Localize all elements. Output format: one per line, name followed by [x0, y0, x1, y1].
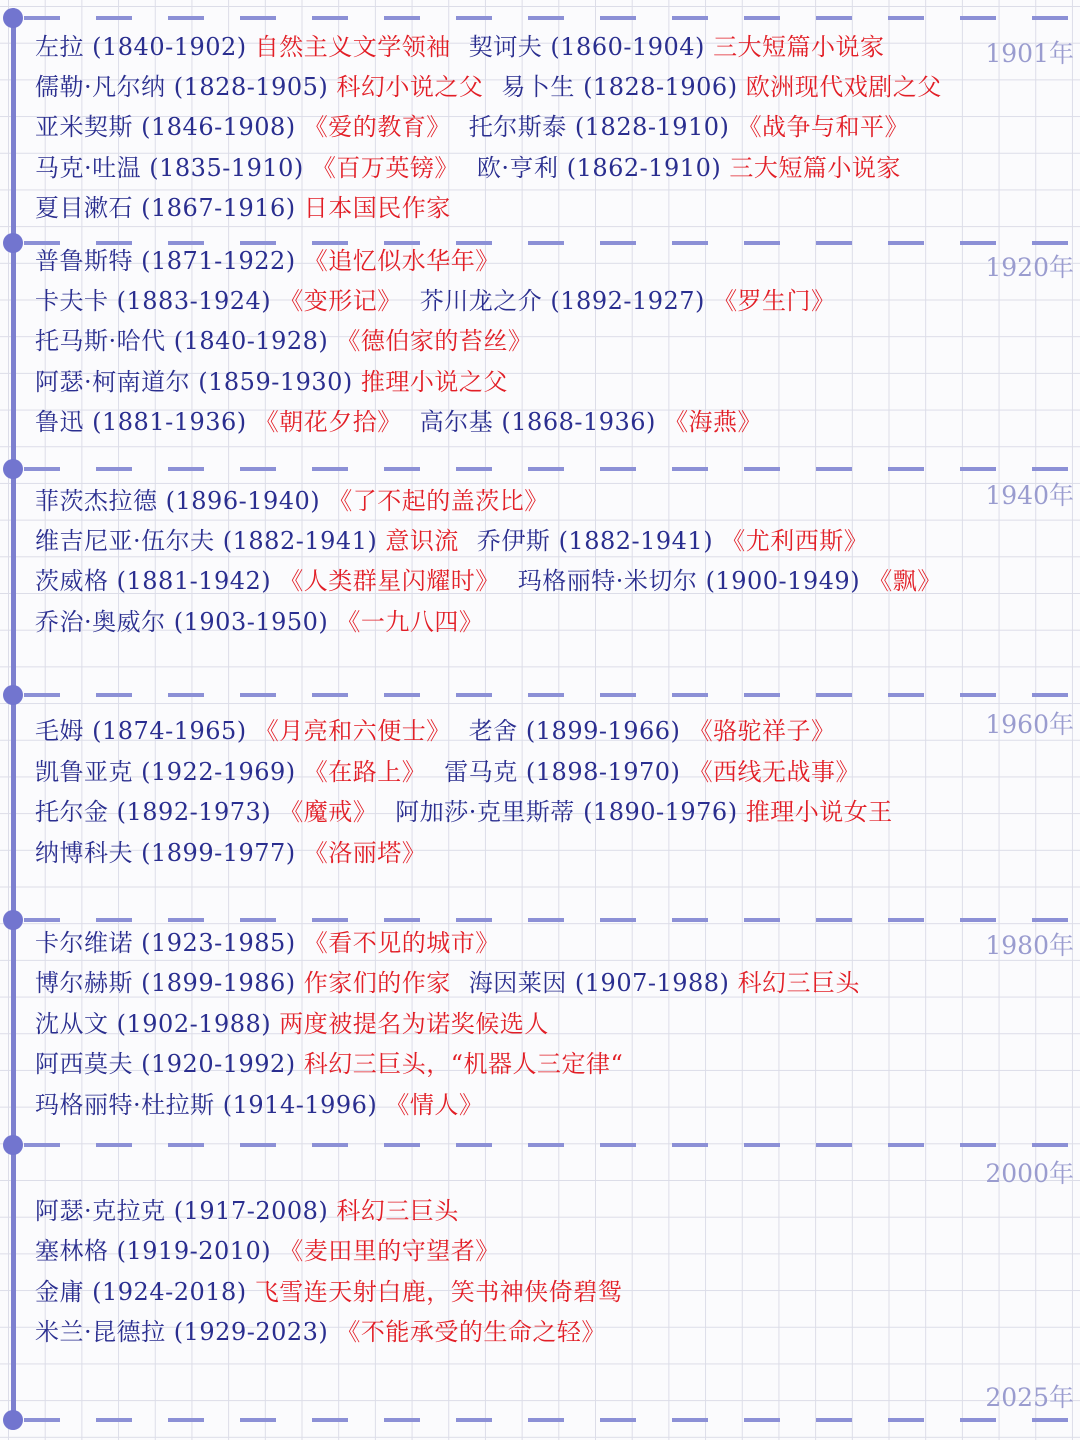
author-work: 《月亮和六便士》 — [254, 717, 451, 745]
year-label: 1920年 — [985, 253, 1074, 282]
author-work: 自然主义文学领袖 — [254, 33, 451, 61]
author-row — [35, 755, 860, 789]
author-work: 欧洲现代戏剧之父 — [745, 73, 942, 101]
author-work: 推理小说女王 — [745, 798, 893, 826]
author-work: 《朝花夕拾》 — [254, 408, 402, 436]
author-lifespan: (1882-1941) — [222, 527, 378, 555]
author-name: 凯鲁亚克 — [35, 758, 133, 786]
author-work: 《变形记》 — [279, 287, 402, 315]
timeline-divider — [24, 918, 1080, 922]
author-lifespan: (1862-1910) — [566, 154, 722, 182]
year-label: 1980年 — [985, 931, 1074, 960]
author-row — [35, 151, 901, 185]
author-lifespan: (1929-2023) — [173, 1318, 329, 1346]
author-row — [35, 110, 909, 144]
author-name: 亚米契斯 — [35, 113, 133, 141]
author-work: 《百万英镑》 — [311, 154, 459, 182]
author-work: 科幻三巨头，“机器人三定律“ — [303, 1050, 624, 1078]
author-lifespan: (1883-1924) — [116, 287, 272, 315]
author-work: 《一九八四》 — [336, 608, 484, 636]
timeline-node — [3, 910, 23, 930]
author-work: 意识流 — [385, 527, 459, 555]
author-work: 日本国民作家 — [303, 194, 451, 222]
author-row — [35, 1088, 483, 1122]
author-work: 《战争与和平》 — [737, 113, 910, 141]
author-row — [35, 191, 451, 225]
author-lifespan: (1899-1966) — [525, 717, 681, 745]
author-work: 《海燕》 — [664, 408, 763, 436]
author-lifespan: (1919-2010) — [116, 1237, 272, 1265]
author-lifespan: (1900-1949) — [705, 567, 861, 595]
timeline-node — [3, 685, 23, 705]
author-name: 普鲁斯特 — [35, 247, 133, 275]
author-work: 飞雪连天射白鹿，笑书神侠倚碧鸳 — [254, 1278, 623, 1306]
author-work: 《西线无战事》 — [688, 758, 861, 786]
author-lifespan: (1871-1922) — [141, 247, 296, 275]
author-name: 乔治·奥威尔 — [35, 608, 166, 636]
author-work: 《麦田里的守望者》 — [279, 1237, 500, 1265]
author-lifespan: (1899-1986) — [141, 969, 296, 997]
author-row — [35, 484, 549, 518]
author-name: 芥川龙之介 — [419, 287, 543, 315]
author-work: 《骆驼祥子》 — [688, 717, 836, 745]
author-work: 《看不见的城市》 — [303, 929, 500, 957]
author-name: 契诃夫 — [468, 33, 543, 61]
timeline-divider — [24, 1143, 1080, 1147]
author-lifespan: (1840-1902) — [92, 33, 247, 61]
author-name: 博尔赫斯 — [35, 969, 133, 997]
author-lifespan: (1846-1908) — [141, 113, 296, 141]
author-lifespan: (1907-1988) — [574, 969, 730, 997]
author-lifespan: (1868-1936) — [501, 408, 656, 436]
author-lifespan: (1917-2008) — [173, 1197, 329, 1225]
author-work: 《不能承受的生命之轻》 — [336, 1318, 606, 1346]
author-work: 三大短篇小说家 — [729, 154, 901, 182]
author-name: 托尔金 — [35, 798, 109, 826]
author-row — [35, 926, 500, 960]
author-lifespan: (1828-1910) — [574, 113, 730, 141]
year-label: 1940年 — [985, 481, 1074, 510]
author-lifespan: (1902-1988) — [116, 1010, 272, 1038]
author-work: 《在路上》 — [303, 758, 427, 786]
author-work: 《罗生门》 — [713, 287, 836, 315]
author-name: 乔伊斯 — [476, 527, 551, 555]
author-work: 《尤利西斯》 — [721, 527, 869, 555]
author-row — [35, 70, 942, 104]
author-name: 海因莱因 — [468, 969, 567, 997]
author-lifespan: (1892-1973) — [116, 798, 272, 826]
author-row — [35, 1007, 549, 1041]
timeline-node — [3, 8, 23, 28]
author-name: 托尔斯泰 — [468, 113, 567, 141]
year-label: 2000年 — [985, 1159, 1074, 1188]
author-row — [35, 365, 508, 399]
author-name: 毛姆 — [35, 717, 84, 745]
author-lifespan: (1903-1950) — [173, 608, 329, 636]
year-label: 1901年 — [985, 39, 1074, 68]
author-work: 科幻三巨头 — [737, 969, 861, 997]
author-work: 三大短篇小说家 — [713, 33, 885, 61]
author-lifespan: (1860-1904) — [550, 33, 705, 61]
author-name: 夏目漱石 — [35, 194, 133, 222]
author-row — [35, 564, 942, 598]
author-lifespan: (1914-1996) — [222, 1091, 378, 1119]
author-lifespan: (1881-1942) — [116, 567, 272, 595]
author-row — [35, 405, 762, 439]
author-name: 托马斯·哈代 — [35, 327, 166, 355]
author-name: 塞林格 — [35, 1237, 109, 1265]
timeline-node — [3, 1135, 23, 1155]
author-name: 左拉 — [35, 33, 84, 61]
year-label: 1960年 — [985, 710, 1074, 739]
author-work: 《人类群星闪耀时》 — [279, 567, 500, 595]
author-name: 沈从文 — [35, 1010, 109, 1038]
author-row — [35, 605, 483, 639]
author-work: 《了不起的盖茨比》 — [328, 487, 549, 515]
author-row — [35, 836, 426, 870]
author-work: 《洛丽塔》 — [303, 839, 427, 867]
timeline-divider — [24, 693, 1080, 697]
timeline-node — [3, 459, 23, 479]
author-name: 米兰·昆德拉 — [35, 1318, 166, 1346]
author-name: 老舍 — [468, 717, 518, 745]
author-row — [35, 795, 893, 829]
author-lifespan: (1840-1928) — [173, 327, 329, 355]
author-name: 高尔基 — [419, 408, 494, 436]
author-lifespan: (1924-2018) — [92, 1278, 247, 1306]
timeline-divider — [24, 1418, 1080, 1422]
author-name: 茨威格 — [35, 567, 109, 595]
author-lifespan: (1898-1970) — [525, 758, 681, 786]
author-name: 菲茨杰拉德 — [35, 487, 158, 515]
author-row — [35, 244, 500, 278]
author-name: 玛格丽特·米切尔 — [517, 567, 698, 595]
author-row — [35, 1275, 622, 1309]
author-work: 推理小说之父 — [360, 368, 508, 396]
author-work: 《德伯家的苔丝》 — [336, 327, 533, 355]
author-row — [35, 524, 868, 558]
author-row — [35, 1234, 500, 1268]
author-name: 金庸 — [35, 1278, 84, 1306]
author-work: 科幻小说之父 — [336, 73, 484, 101]
author-name: 雷马克 — [444, 758, 518, 786]
author-work: 两度被提名为诺奖候选人 — [279, 1010, 549, 1038]
author-work: 《爱的教育》 — [303, 113, 451, 141]
author-work: 《追忆似水华年》 — [303, 247, 500, 275]
author-name: 卡夫卡 — [35, 287, 109, 315]
author-row — [35, 284, 836, 318]
author-lifespan: (1896-1940) — [165, 487, 321, 515]
author-row — [35, 1315, 606, 1349]
author-row — [35, 324, 532, 358]
author-work: 作家们的作家 — [303, 969, 451, 997]
author-lifespan: (1890-1976) — [583, 798, 738, 826]
author-lifespan: (1828-1906) — [583, 73, 738, 101]
year-label-end: 2025年 — [985, 1383, 1074, 1412]
timeline-node — [3, 1410, 23, 1430]
author-row — [35, 30, 885, 64]
timeline-divider — [24, 16, 1080, 20]
author-lifespan: (1922-1969) — [141, 758, 296, 786]
author-name: 维吉尼亚·伍尔夫 — [35, 527, 215, 555]
author-lifespan: (1828-1905) — [173, 73, 329, 101]
author-lifespan: (1920-1992) — [141, 1050, 296, 1078]
author-row — [35, 1194, 459, 1228]
author-lifespan: (1835-1910) — [149, 154, 304, 182]
author-name: 卡尔维诺 — [35, 929, 133, 957]
timeline-line — [11, 8, 16, 1430]
author-row — [35, 714, 836, 748]
author-lifespan: (1882-1941) — [558, 527, 714, 555]
author-work: 科幻三巨头 — [336, 1197, 459, 1225]
author-row — [35, 1047, 623, 1081]
author-lifespan: (1867-1916) — [141, 194, 296, 222]
author-name: 阿瑟·柯南道尔 — [35, 368, 191, 396]
timeline-node — [3, 233, 23, 253]
author-name: 儒勒·凡尔纳 — [35, 73, 166, 101]
author-lifespan: (1899-1977) — [141, 839, 296, 867]
author-name: 马克·吐温 — [35, 154, 142, 182]
author-name: 易卜生 — [501, 73, 575, 101]
author-name: 欧·亨利 — [476, 154, 559, 182]
timeline-divider — [24, 467, 1080, 471]
author-lifespan: (1923-1985) — [141, 929, 296, 957]
author-work: 《情人》 — [385, 1091, 484, 1119]
author-work: 《飘》 — [868, 567, 942, 595]
author-name: 纳博科夫 — [35, 839, 133, 867]
author-name: 阿加莎·克里斯蒂 — [395, 798, 575, 826]
author-lifespan: (1859-1930) — [198, 368, 353, 396]
author-work: 《魔戒》 — [279, 798, 378, 826]
author-name: 阿西莫夫 — [35, 1050, 133, 1078]
author-lifespan: (1874-1965) — [92, 717, 247, 745]
author-name: 鲁迅 — [35, 408, 84, 436]
author-name: 玛格丽特·杜拉斯 — [35, 1091, 215, 1119]
author-row — [35, 966, 860, 1000]
author-lifespan: (1892-1927) — [550, 287, 705, 315]
author-name: 阿瑟·克拉克 — [35, 1197, 166, 1225]
author-lifespan: (1881-1936) — [92, 408, 247, 436]
